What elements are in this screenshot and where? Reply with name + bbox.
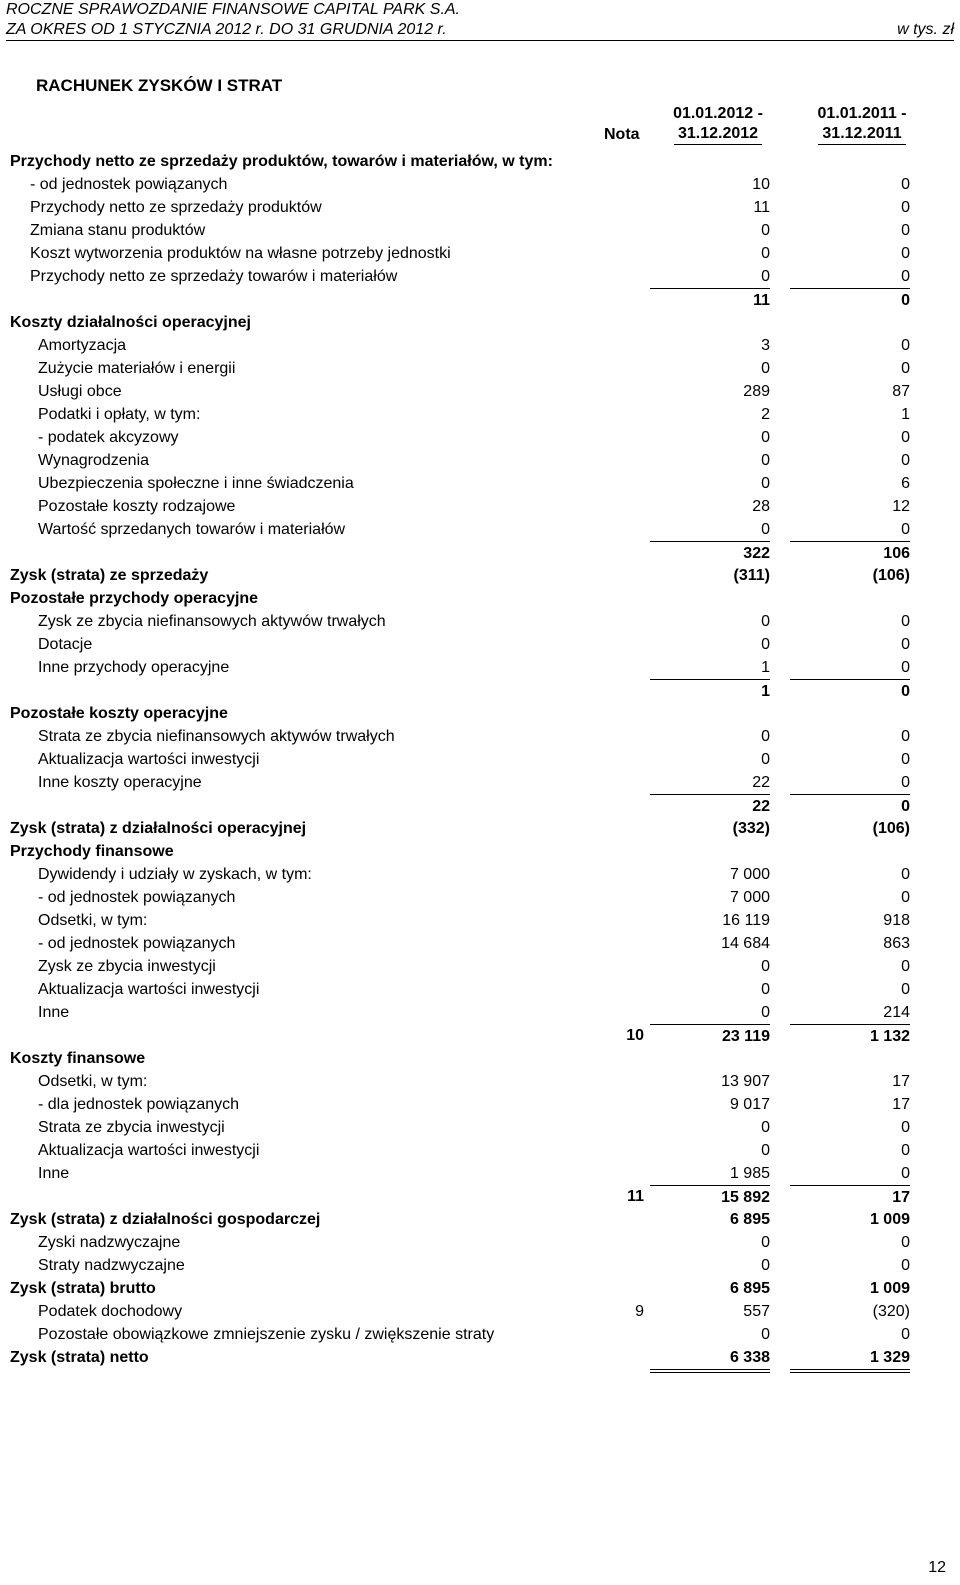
table-row — [0, 633, 960, 656]
row-label: Wynagrodzenia — [38, 452, 150, 469]
row-label: Koszty finansowe — [10, 1050, 146, 1067]
table-row — [0, 449, 960, 472]
value-2012: 0 — [761, 268, 770, 285]
table-row — [0, 955, 960, 978]
value-2012: 6 338 — [650, 1346, 770, 1373]
row-label: Inne — [38, 1165, 70, 1182]
value-2011: 0 — [901, 889, 910, 906]
table-row — [0, 1116, 960, 1139]
row-label: Zmiana stanu produktów — [30, 222, 206, 239]
table-row — [0, 1277, 960, 1300]
table-row — [0, 1024, 960, 1047]
column-header-nota: Nota — [604, 126, 640, 143]
table-row — [0, 150, 960, 173]
row-label: Strata ze zbycia inwestycji — [38, 1119, 225, 1136]
value-2011: 0 — [901, 268, 910, 285]
value-2011: 106 — [790, 541, 910, 565]
row-label: Zysk (strata) brutto — [10, 1280, 156, 1297]
value-2011: 0 — [901, 222, 910, 239]
value-2011: 0 — [901, 429, 910, 446]
row-label: Przychody finansowe — [10, 843, 174, 860]
table-row — [0, 219, 960, 242]
value-2011: 1 132 — [790, 1024, 910, 1048]
value-2011: 0 — [901, 176, 910, 193]
row-label: Zysk (strata) z działalności gospodarczej — [10, 1211, 321, 1228]
row-label: - od jednostek powiązanych — [38, 889, 236, 906]
table-row — [0, 748, 960, 771]
table-row — [0, 288, 960, 311]
value-2012: 1 985 — [729, 1165, 770, 1182]
row-label: Straty nadzwyczajne — [38, 1257, 185, 1274]
value-2011: 0 — [901, 1119, 910, 1136]
row-label: Wartość sprzedanych towarów i materiałów — [38, 521, 346, 538]
report-period-line: ZA OKRES OD 1 STYCZNIA 2012 r. DO 31 GRUDNIA 2012 r. — [6, 21, 447, 38]
table-row — [0, 1231, 960, 1254]
value-2011: 0 — [901, 981, 910, 998]
row-label: Dywidendy i udziały w zyskach, w tym: — [38, 866, 312, 883]
value-2012: 7 000 — [729, 889, 770, 906]
table-row — [0, 1185, 960, 1208]
table-row — [0, 1323, 960, 1346]
row-label: Strata ze zbycia niefinansowych aktywów trwałych — [38, 728, 395, 745]
value-2011: 17 — [892, 1073, 910, 1090]
value-2012: 7 000 — [729, 866, 770, 883]
value-2012: 3 — [761, 337, 770, 354]
value-2011: 214 — [883, 1004, 910, 1021]
table-row — [0, 771, 960, 794]
table-row — [0, 794, 960, 817]
value-2011: 0 — [901, 199, 910, 216]
currency-unit: w tys. zł — [897, 21, 954, 38]
value-2011: 0 — [901, 866, 910, 883]
row-label: - od jednostek powiązanych — [38, 935, 236, 952]
value-2012: 0 — [761, 521, 770, 538]
table-row — [0, 725, 960, 748]
row-label: Aktualizacja wartości inwestycji — [38, 981, 260, 998]
value-2012: 557 — [743, 1303, 770, 1320]
table-row — [0, 679, 960, 702]
table-row — [0, 978, 960, 1001]
value-2012: 28 — [752, 498, 770, 515]
value-2011: 0 — [901, 751, 910, 768]
row-label: Inne koszty operacyjne — [38, 774, 202, 791]
row-label: Zysk (strata) netto — [10, 1349, 149, 1366]
value-2012: 16 119 — [722, 912, 770, 929]
row-label: Dotacje — [38, 636, 93, 653]
value-2011: 1 009 — [869, 1280, 910, 1297]
value-2011: 0 — [901, 613, 910, 630]
value-2012: 0 — [761, 1004, 770, 1021]
table-row — [0, 1093, 960, 1116]
table-row — [0, 311, 960, 334]
table-row — [0, 196, 960, 219]
value-2012: 322 — [650, 541, 770, 565]
value-2011: 918 — [883, 912, 910, 929]
table-row — [0, 1070, 960, 1093]
row-nota: 9 — [635, 1303, 644, 1320]
row-label: Ubezpieczenia społeczne i inne świadczenia — [38, 475, 354, 492]
table-row — [0, 1208, 960, 1231]
value-2011: 0 — [901, 659, 910, 676]
value-2012: 14 684 — [721, 935, 770, 952]
table-row — [0, 840, 960, 863]
value-2012: 0 — [761, 751, 770, 768]
row-label: Inne — [38, 1004, 70, 1021]
value-2011: 0 — [901, 728, 910, 745]
value-2012: 0 — [761, 613, 770, 630]
value-2012: 11 — [650, 288, 770, 312]
value-2011: 863 — [883, 935, 910, 952]
value-2012: 0 — [761, 222, 770, 239]
table-row — [0, 909, 960, 932]
row-label: Pozostałe przychody operacyjne — [10, 590, 259, 607]
value-2012: 9 017 — [729, 1096, 770, 1113]
value-2011: (106) — [872, 820, 910, 837]
value-2011: 0 — [901, 1257, 910, 1274]
value-2012: (311) — [733, 567, 770, 584]
value-2011: 0 — [790, 679, 910, 703]
value-2012: 6 895 — [729, 1211, 770, 1228]
row-label: - podatek akcyzowy — [38, 429, 179, 446]
table-row — [0, 1300, 960, 1323]
row-label: Odsetki, w tym: — [38, 1073, 148, 1090]
value-2012: 2 — [761, 406, 770, 423]
table-row — [0, 656, 960, 679]
table-row — [0, 817, 960, 840]
row-label: Pozostałe obowiązkowe zmniejszenie zysku / zwiększenie straty — [38, 1326, 495, 1343]
value-2012: 0 — [761, 429, 770, 446]
row-label: Zużycie materiałów i energii — [38, 360, 236, 377]
table-row — [0, 1001, 960, 1024]
row-label: Amortyzacja — [38, 337, 127, 354]
value-2011: 0 — [901, 1326, 910, 1343]
row-label: Przychody netto ze sprzedaży towarów i materiałów — [30, 268, 398, 285]
value-2011: 0 — [901, 636, 910, 653]
document-header — [6, 0, 954, 41]
table-row — [0, 1139, 960, 1162]
row-label: Aktualizacja wartości inwestycji — [38, 1142, 260, 1159]
row-label: Zysk (strata) z działalności operacyjnej — [10, 820, 307, 837]
value-2011: 0 — [901, 958, 910, 975]
table-row — [0, 357, 960, 380]
value-2012: 0 — [761, 1257, 770, 1274]
value-2012: 22 — [752, 774, 770, 791]
value-2011: 0 — [790, 794, 910, 818]
value-2011: 1 329 — [790, 1346, 910, 1373]
table-row — [0, 932, 960, 955]
value-2011: 17 — [892, 1096, 910, 1113]
row-label: Pozostałe koszty operacyjne — [10, 705, 228, 722]
income-statement-table — [0, 150, 960, 1369]
table-row — [0, 610, 960, 633]
table-row — [0, 564, 960, 587]
table-row — [0, 702, 960, 725]
value-2011: 1 009 — [869, 1211, 910, 1228]
value-2011: (320) — [872, 1303, 910, 1320]
value-2012: 10 — [752, 176, 770, 193]
value-2011: 87 — [892, 383, 910, 400]
table-row — [0, 173, 960, 196]
value-2011: 1 — [901, 406, 910, 423]
value-2011: (106) — [872, 567, 910, 584]
table-row — [0, 472, 960, 495]
row-label: - od jednostek powiązanych — [30, 176, 228, 193]
table-row — [0, 242, 960, 265]
value-2011: 0 — [901, 1165, 910, 1182]
period-2011-end: 31.12.2011 — [818, 124, 905, 145]
row-label: Aktualizacja wartości inwestycji — [38, 751, 260, 768]
table-row — [0, 265, 960, 288]
value-2011: 0 — [901, 774, 910, 791]
table-row — [0, 1162, 960, 1185]
table-row — [0, 426, 960, 449]
value-2011: 0 — [901, 1234, 910, 1251]
table-row — [0, 886, 960, 909]
row-label: - dla jednostek powiązanych — [38, 1096, 240, 1113]
value-2012: 0 — [761, 728, 770, 745]
value-2012: 22 — [650, 794, 770, 818]
row-label: Podatek dochodowy — [38, 1303, 183, 1320]
row-label: Koszt wytworzenia produktów na własne potrzeby jednostki — [30, 245, 451, 262]
page-number: 12 — [928, 1559, 946, 1576]
table-row — [0, 380, 960, 403]
row-label: Przychody netto ze sprzedaży produktów — [30, 199, 322, 216]
table-row — [0, 1047, 960, 1070]
row-label: Zyski nadzwyczajne — [38, 1234, 181, 1251]
row-nota: 10 — [626, 1027, 644, 1044]
table-row — [0, 1254, 960, 1277]
value-2011: 0 — [901, 337, 910, 354]
value-2012: 1 — [650, 679, 770, 703]
value-2011: 6 — [901, 475, 910, 492]
value-2012: (332) — [732, 820, 770, 837]
value-2012: 0 — [761, 360, 770, 377]
row-label: Inne przychody operacyjne — [38, 659, 230, 676]
value-2012: 23 119 — [650, 1024, 770, 1048]
value-2012: 11 — [753, 199, 770, 216]
table-row — [0, 518, 960, 541]
column-header-2011 — [806, 104, 918, 145]
value-2011: 0 — [790, 288, 910, 312]
value-2012: 0 — [761, 475, 770, 492]
table-row — [0, 334, 960, 357]
value-2011: 0 — [901, 521, 910, 538]
row-label: Zysk ze zbycia niefinansowych aktywów trwałych — [38, 613, 386, 630]
value-2012: 0 — [761, 1119, 770, 1136]
row-label: Zysk (strata) ze sprzedaży — [10, 567, 209, 584]
value-2012: 6 895 — [729, 1280, 770, 1297]
value-2012: 0 — [761, 636, 770, 653]
value-2011: 0 — [901, 245, 910, 262]
column-header-2012 — [662, 104, 774, 145]
value-2012: 13 907 — [721, 1073, 770, 1090]
value-2012: 0 — [761, 1234, 770, 1251]
row-label: Usługi obce — [38, 383, 122, 400]
row-nota: 11 — [627, 1188, 644, 1205]
value-2011: 0 — [901, 360, 910, 377]
value-2012: 0 — [761, 1142, 770, 1159]
value-2012: 0 — [761, 452, 770, 469]
period-2012-start: 01.01.2012 - — [673, 105, 763, 122]
row-label: Koszty działalności operacyjnej — [10, 314, 251, 331]
value-2011: 17 — [790, 1185, 910, 1209]
period-2012-end: 31.12.2012 — [674, 124, 762, 145]
table-row — [0, 1346, 960, 1369]
value-2011: 0 — [901, 452, 910, 469]
row-label: Podatki i opłaty, w tym: — [38, 406, 201, 423]
row-label: Odsetki, w tym: — [38, 912, 148, 929]
row-label: Zysk ze zbycia inwestycji — [38, 958, 216, 975]
table-row — [0, 495, 960, 518]
value-2012: 0 — [761, 1326, 770, 1343]
table-row — [0, 541, 960, 564]
period-2011-start: 01.01.2011 - — [817, 105, 907, 122]
report-title-line: ROCZNE SPRAWOZDANIE FINANSOWE CAPITAL PARK S.A. — [6, 1, 460, 18]
value-2012: 15 892 — [650, 1185, 770, 1209]
value-2012: 0 — [761, 245, 770, 262]
row-label: Przychody netto ze sprzedaży produktów, towarów i materiałów, w tym: — [10, 153, 553, 170]
value-2012: 289 — [743, 383, 770, 400]
value-2012: 1 — [761, 659, 770, 676]
value-2012: 0 — [761, 981, 770, 998]
table-row — [0, 403, 960, 426]
value-2012: 0 — [761, 958, 770, 975]
statement-title: RACHUNEK ZYSKÓW I STRAT — [36, 76, 283, 95]
table-row — [0, 587, 960, 610]
value-2011: 12 — [892, 498, 910, 515]
table-row — [0, 863, 960, 886]
row-label: Pozostałe koszty rodzajowe — [38, 498, 236, 515]
value-2011: 0 — [901, 1142, 910, 1159]
